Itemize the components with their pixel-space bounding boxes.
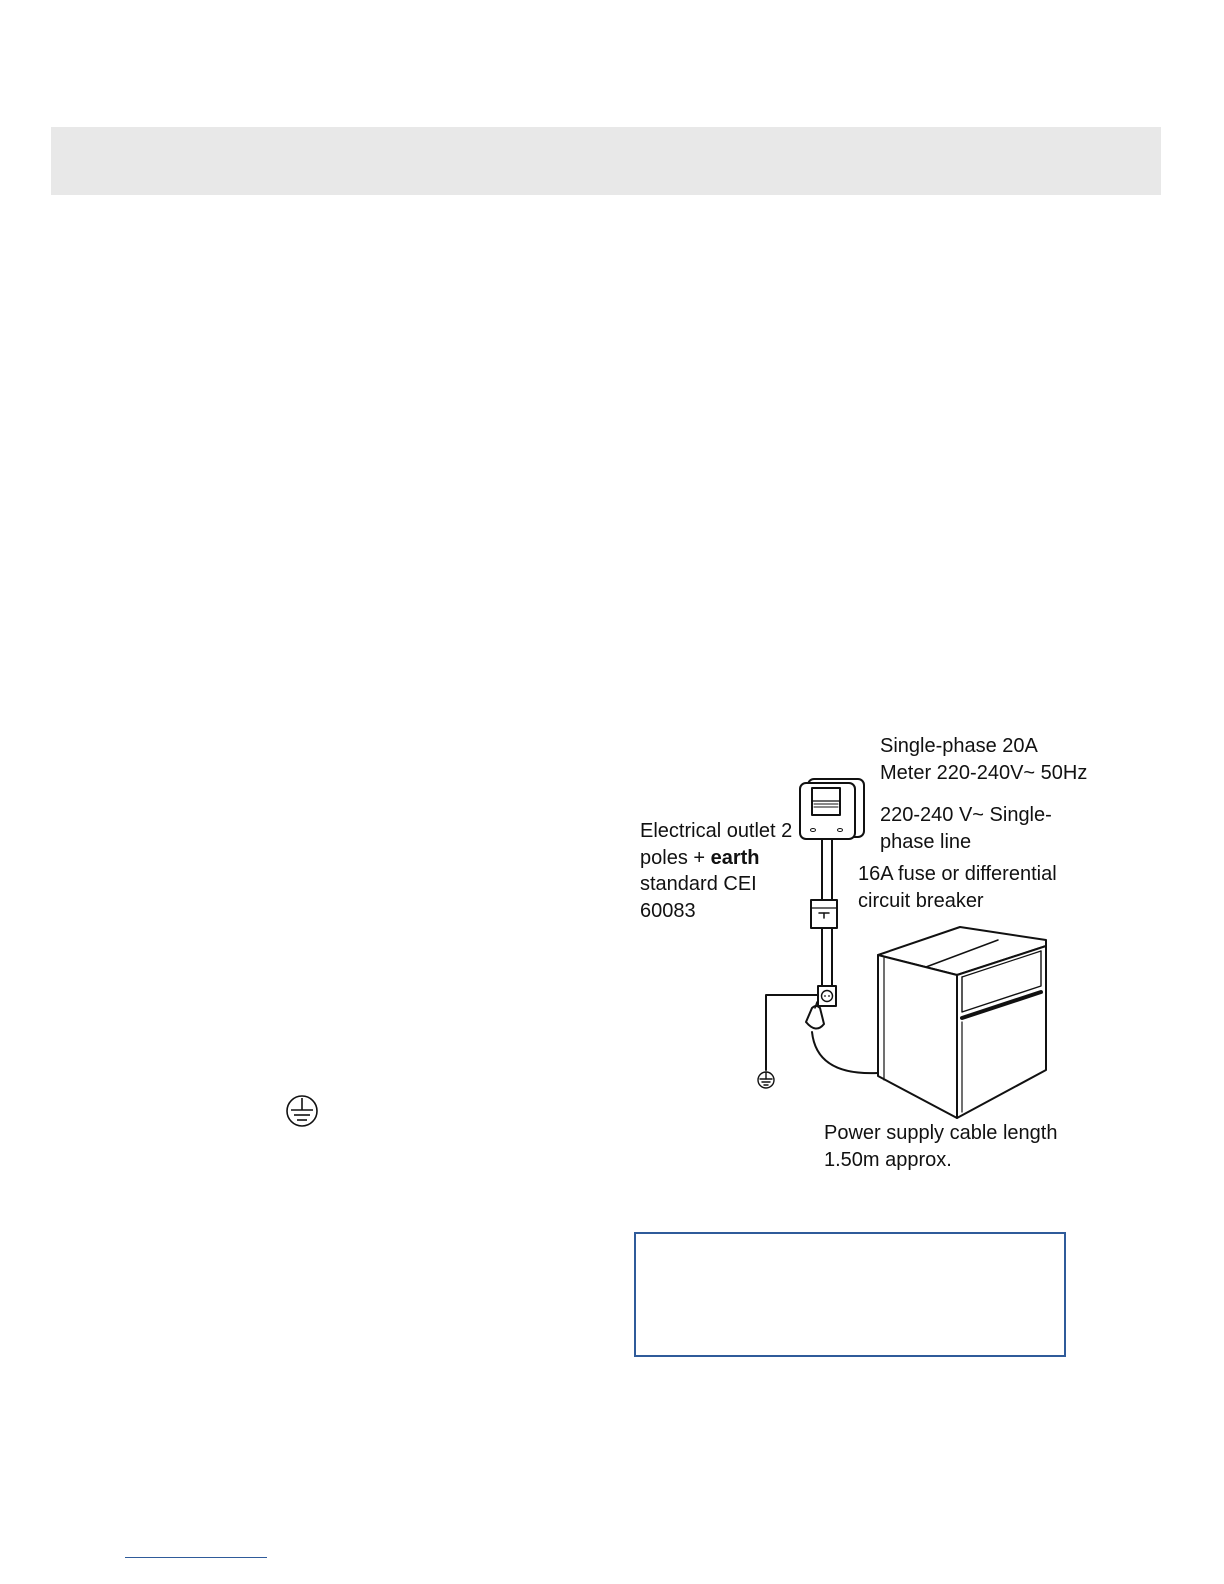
meter-label-line2: Meter 220-240V~ 50Hz	[880, 761, 1088, 784]
outlet-label-line2	[640, 845, 792, 872]
outlet-label-line1: Electrical outlet 2	[640, 820, 793, 842]
page-header-band	[51, 127, 1161, 195]
footer-link-underline	[125, 1557, 267, 1558]
note-box	[634, 1232, 1066, 1357]
fuse-label-line1: 16A fuse or differential	[858, 863, 1057, 885]
built-in-oven-icon	[878, 927, 1046, 1118]
electric-meter-icon	[800, 779, 864, 839]
supply-line-label-line2: phase line	[880, 830, 972, 853]
supply-line-label-line1: 220-240 V~ Single-	[880, 804, 1052, 826]
meter-label-line1: Single-phase 20A	[880, 735, 1038, 757]
fuse-label	[858, 861, 1057, 914]
fuse-label-line2: circuit breaker	[858, 889, 984, 912]
supply-line-label	[880, 802, 1052, 855]
meter-label	[880, 733, 1087, 786]
outlet-label-earth-bold: earth	[710, 846, 760, 869]
outlet-label-line4: 60083	[640, 899, 696, 922]
cable-length-label-line2: 1.50m approx.	[824, 1148, 952, 1171]
earth-ground-icon	[758, 1072, 774, 1088]
fuse-box-icon	[811, 900, 837, 928]
outlet-label-line2-prefix: poles +	[640, 846, 711, 869]
cable-length-label-line1: Power supply cable length	[824, 1122, 1058, 1144]
cable-length-label	[824, 1120, 1057, 1173]
power-outlet-icon	[818, 986, 836, 1006]
power-plug-icon	[806, 1002, 824, 1029]
outlet-label-line3: standard CEI	[640, 873, 757, 895]
earth-ground-icon	[284, 1093, 320, 1129]
outlet-label	[640, 818, 792, 924]
